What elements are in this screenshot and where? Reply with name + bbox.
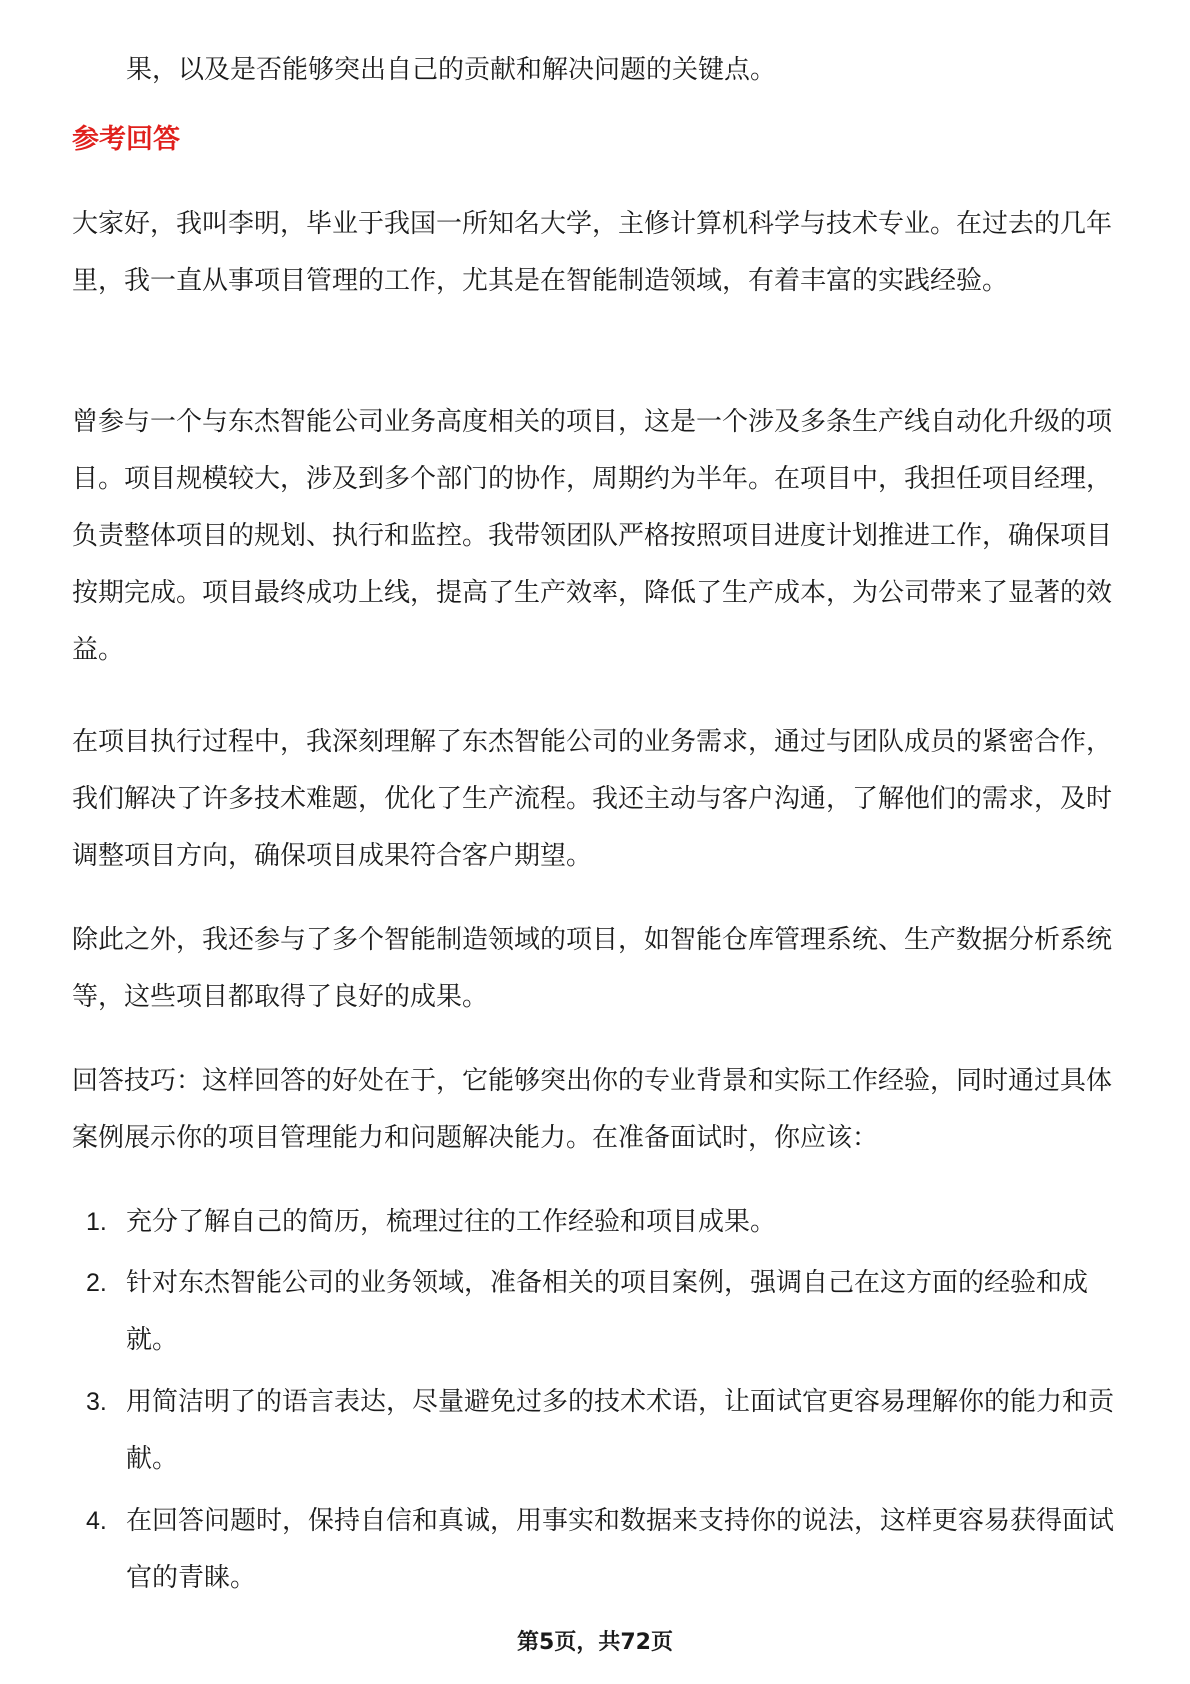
- tips-list: [72, 1194, 1118, 1251]
- paragraph-answer-tips: 回答技巧：这样回答的好处在于，它能够突出你的专业背景和实际工作经验，同时通过具体案例展示你的项目管理能力和问题解决能力。在准备面试时，你应该：: [72, 1066, 1113, 1153]
- list-item-number: 4.: [86, 1507, 107, 1535]
- list-item: [72, 1374, 1118, 1488]
- tips-list: [72, 1374, 1118, 1488]
- paragraph-execution: 在项目执行过程中，我深刻理解了东杰智能公司的业务需求，通过与团队成员的紧密合作，我们解决了许多技术难题，优化了生产流程。我还主动与客户沟通，了解他们的需求，及时调整项目方向，确保项目成果符合客户期望。: [72, 727, 1113, 871]
- list-item-number: 3.: [86, 1388, 107, 1416]
- list-item: [72, 1255, 1118, 1369]
- paragraph-intro: 大家好，我叫李明，毕业于我国一所知名大学，主修计算机科学与技术专业。在过去的几年里，我一直从事项目管理的工作，尤其是在智能制造领域，有着丰富的实践经验。: [72, 209, 1113, 296]
- list-item-text: 针对东杰智能公司的业务领域，准备相关的项目案例，强调自己在这方面的经验和成就。: [126, 1268, 1089, 1355]
- list-item-text: 充分了解自己的简历，梳理过往的工作经验和项目成果。: [126, 1207, 777, 1237]
- list-item: [72, 1194, 1118, 1251]
- list-item-text: 用简洁明了的语言表达，尽量避免过多的技术术语，让面试官更容易理解你的能力和贡献。: [126, 1387, 1115, 1474]
- paragraph-project: 曾参与一个与东杰智能公司业务高度相关的项目，这是一个涉及多条生产线自动化升级的项目。项目规模较大，涉及到多个部门的协作，周期约为半年。在项目中，我担任项目经理，负责整体项目的规划、执行和监控。我带领团队严格按照项目进度计划推进工作，确保项目按期完成。项目最终成功上线，提高了生产效率，降低了生产成本，为公司带来了显著的效益。: [72, 407, 1113, 665]
- continuation-text: 果，以及是否能够突出自己的贡献和解决问题的关键点。: [126, 55, 777, 85]
- list-item: [72, 1493, 1118, 1607]
- page-number: 第5页，共72页: [517, 1630, 673, 1655]
- list-item-text: 在回答问题时，保持自信和真诚，用事实和数据来支持你的说法，这样更容易获得面试官的青睐。: [126, 1506, 1115, 1593]
- list-item-number: 2.: [86, 1269, 107, 1297]
- tips-list: [72, 1255, 1118, 1369]
- section-heading: 参考回答: [72, 124, 180, 155]
- tips-list: [72, 1493, 1118, 1607]
- paragraph-other-projects: 除此之外，我还参与了多个智能制造领域的项目，如智能仓库管理系统、生产数据分析系统等，这些项目都取得了良好的成果。: [72, 925, 1113, 1012]
- list-item-number: 1.: [86, 1208, 107, 1236]
